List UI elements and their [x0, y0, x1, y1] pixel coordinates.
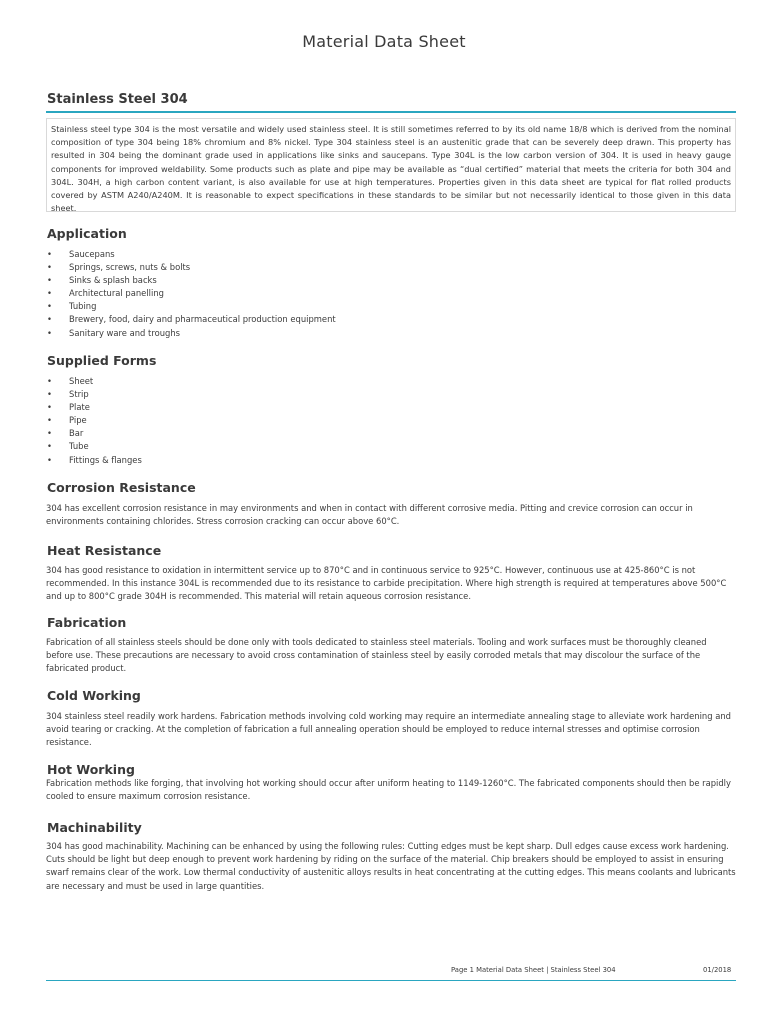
list-item: • Bar	[46, 427, 142, 440]
heat-resistance-text: 304 has good resistance to oxidation in intermittent service up to 870°C and in continuous service to 925°C. However, continuous use at 425-860°C is not recommended. In this instance 304L is recommended due to its resistance to carbide precipitation. Where high strength is required at temperatures above 500°C and up to 800°C grade 304H is recommended. This material will retain aqueous corrosion resistance.	[46, 565, 727, 602]
list-item: • Springs, screws, nuts & bolts	[46, 261, 336, 274]
list-item: • Fittings & flanges	[46, 454, 142, 467]
list-item: • Sanitary ware and troughs	[46, 327, 336, 340]
bullet-icon: •	[47, 376, 52, 386]
bullet-icon: •	[47, 275, 52, 286]
page-title: Material Data Sheet	[302, 32, 466, 51]
hot-working-text: Fabrication methods like forging, that involving hot working should occur after uniform heating to 1149-1260°C. The fabricated components should then be rapidly cooled to ensure maximum corrosion resistance.	[46, 778, 731, 802]
bullet-icon: •	[47, 262, 52, 273]
cold-working-heading: Cold Working	[47, 688, 141, 703]
application-list	[46, 248, 336, 340]
bullet-icon: •	[47, 402, 52, 413]
bullet-icon: •	[47, 441, 52, 452]
corrosion-resistance-text: 304 has excellent corrosion resistance in may environments and when in contact with different corrosive media. Pitting and crevice corrosion can occur in environments containing chlorides. Stress corrosion cracking can occur above 60°C.	[46, 503, 693, 527]
hot-working-heading: Hot Working	[47, 762, 135, 777]
bullet-icon: •	[47, 454, 52, 465]
footer-divider	[46, 980, 736, 981]
bullet-icon: •	[47, 249, 52, 259]
list-item: • Pipe	[46, 414, 142, 427]
application-heading: Application	[47, 226, 127, 241]
cold-working-text: 304 stainless steel readily work hardens. Fabrication methods involving cold working may require an intermediate annealing stage to alleviate work hardening and avoid tearing or cracking. At the completion of fabrication a full annealing operation should be employed to reduce internal stresses and optimise corrosion resistance.	[46, 711, 731, 748]
intro-box	[46, 118, 736, 212]
heading-divider	[46, 111, 736, 113]
bullet-icon: •	[47, 301, 52, 312]
list-item: • Plate	[46, 401, 142, 414]
material-heading: Stainless Steel 304	[47, 92, 188, 107]
corrosion-resistance-heading: Corrosion Resistance	[47, 480, 196, 495]
list-item: • Brewery, food, dairy and pharmaceutical production equipment	[46, 313, 336, 326]
footer-date: 01/2018	[703, 966, 732, 974]
list-item: • Architectural panelling	[46, 287, 336, 300]
supplied-forms-list	[46, 375, 142, 467]
list-item: • Tube	[46, 440, 142, 453]
list-item: • Tubing	[46, 300, 336, 313]
list-item: • Strip	[46, 388, 142, 401]
bullet-icon: •	[47, 389, 52, 400]
bullet-icon: •	[47, 428, 52, 439]
bullet-icon: •	[47, 288, 52, 299]
fabrication-text: Fabrication of all stainless steels should be done only with tools dedicated to stainless steel materials. Tooling and work surfaces must be thoroughly cleaned before use. These precautions are necessary to avoid cross contamination of stainless steel by easily corroded metals that may discolour the surface of the fabricated product.	[46, 637, 707, 674]
machinability-text: 304 has good machinability. Machining can be enhanced by using the following rules: Cutting edges must be kept sharp. Dull edges cause excess work hardening. Cuts should be light but deep enough to prevent work hardening by riding on the surface of the material. Chip breakers should be employed to assist in ensuring swarf remains clear of the work. Low thermal conductivity of austenitic alloys results in heat concentrating at the cutting edges. This means coolants and lubricants are necessary and must be used in large quantities.	[46, 841, 736, 891]
list-item: • Sheet	[46, 375, 142, 388]
intro-paragraph: Stainless steel type 304 is the most versatile and widely used stainless steel. It is still sometimes referred to by its old name 18/8 which is derived from the nominal composition of type 304 being 18% chromium and 8% nickel. Type 304 stainless steel is an austenitic grade that can be severely deep drawn. This property has resulted in 304 being the dominant grade used in applications like sinks and saucepans. Type 304L is the low carbon version of 304. It is used in heavy gauge components for improved weldability. Some products such as plate and pipe may be available as “dual certified” material that meets the criteria for both 304 and 304L. 304H, a high carbon content variant, is also available for use at high temperatures. Properties given in this data sheet are typical for flat rolled products covered by ASTM A240/A240M. It is reasonable to expect specifications in these standards to be similar but not necessarily identical to those given in this data sheet.	[51, 124, 731, 214]
heat-resistance-heading: Heat Resistance	[47, 543, 162, 558]
bullet-icon: •	[47, 415, 52, 426]
list-item: • Saucepans	[46, 248, 336, 261]
machinability-heading: Machinability	[47, 820, 142, 835]
bullet-icon: •	[47, 314, 52, 325]
supplied-forms-heading: Supplied Forms	[47, 353, 157, 368]
footer-page-label: Page 1 Material Data Sheet | Stainless Steel 304	[451, 966, 616, 974]
bullet-icon: •	[47, 327, 52, 338]
list-item: • Sinks & splash backs	[46, 274, 336, 287]
fabrication-heading: Fabrication	[47, 615, 127, 630]
